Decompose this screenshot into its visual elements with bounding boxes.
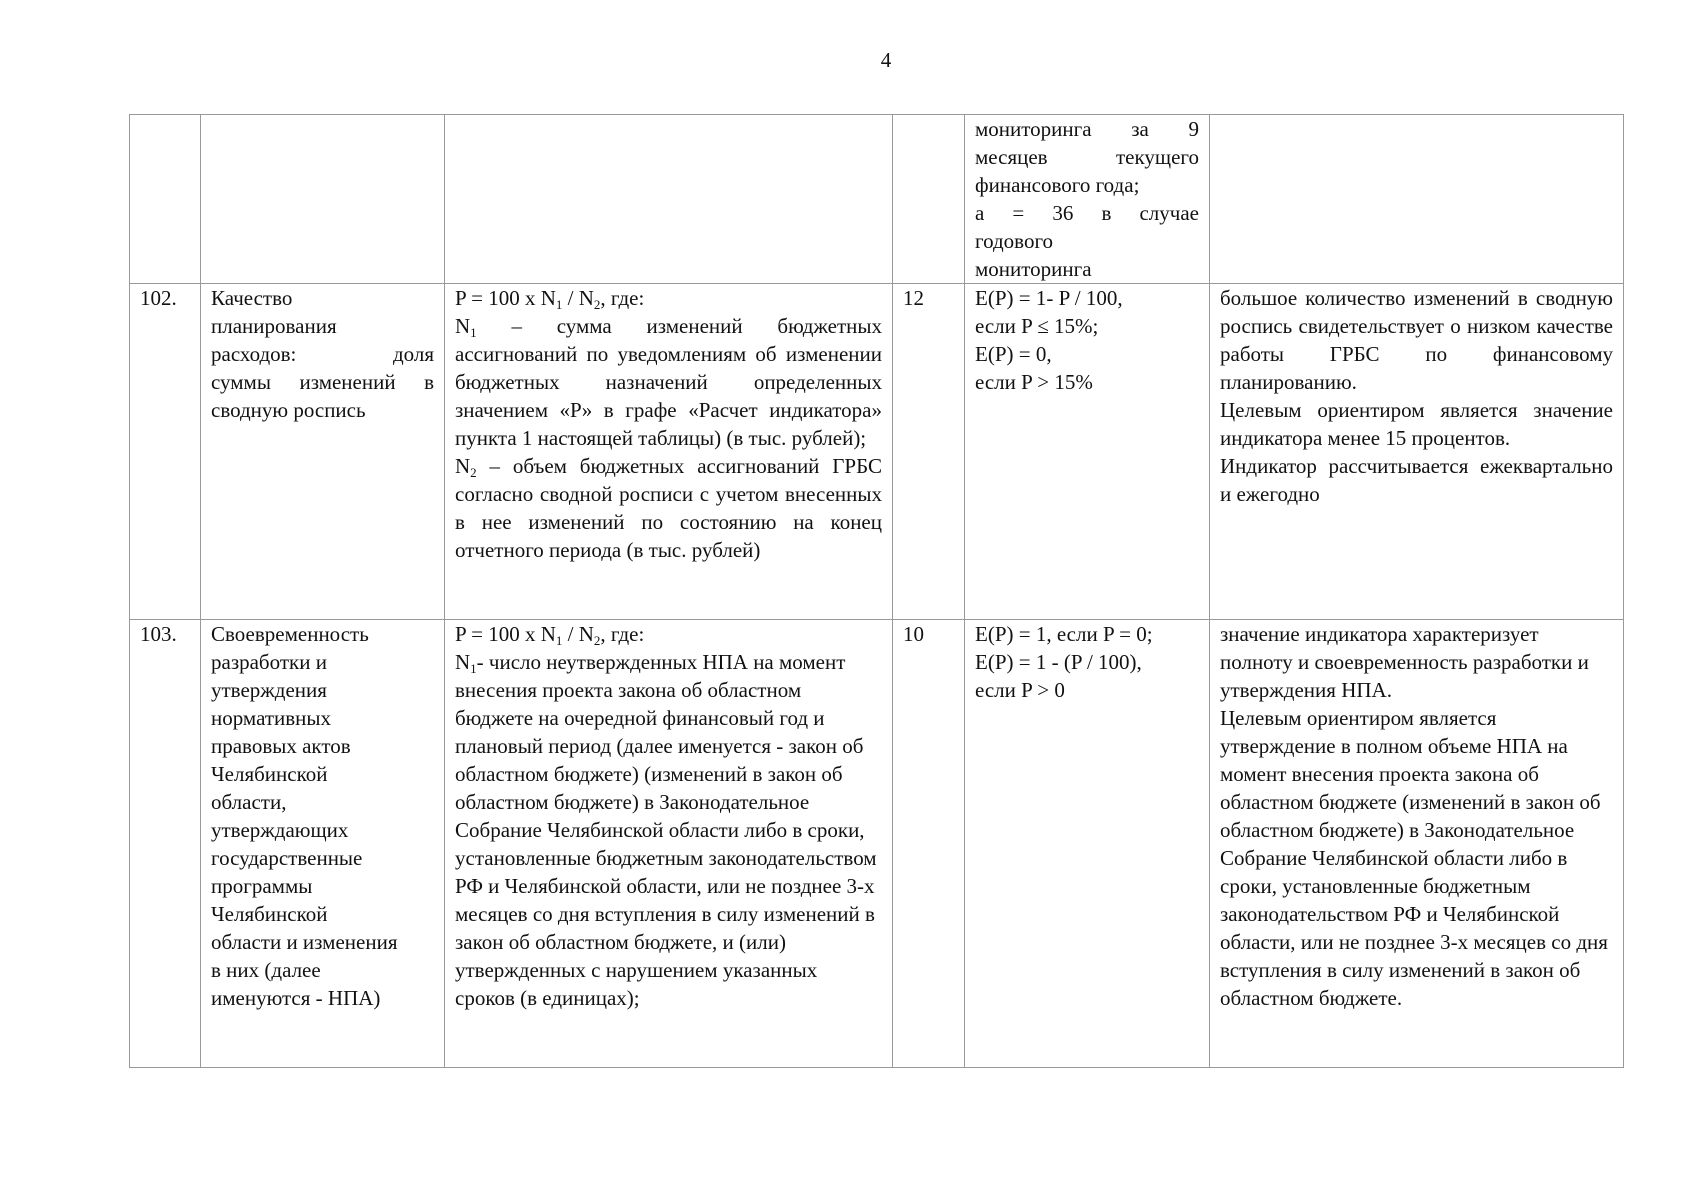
comment-paragraph: Индикатор рассчитывается ежеквартально и ежегодно: [1220, 454, 1613, 506]
name-line: области и изменения: [211, 930, 398, 954]
indicator-evaluation: [965, 284, 1210, 620]
indicator-evaluation: [965, 620, 1210, 1068]
formula-variable-n2: $N_2$ – объем бюджетных ассигнований ГРБС согласно сводной росписи с учетом внесенных в нее изменений по состоянию на конец отчетного периода (в тыс. рублей): [455, 454, 882, 562]
comment-paragraph: Целевым ориентиром является значение индикатора менее 15 процентов.: [1220, 398, 1613, 450]
indicator-name: [201, 620, 445, 1068]
formula-variable-n1: $N_1$ – сумма изменений бюджетных ассигнований по уведомлениям об изменении бюджетных назначений определенных значением «P» в графе «Расчет индикатора» пункта 1 настоящей таблицы) (в тыс. рублей);: [455, 314, 882, 450]
indicator-formula: [445, 284, 893, 620]
indicator-formula: [445, 620, 893, 1068]
name-line: Своевременность: [211, 622, 369, 646]
name-line: государственные: [211, 846, 363, 870]
name-line: утверждения: [211, 678, 327, 702]
comment-paragraph: значение индикатора характеризует полноту и своевременность разработки и утверждения НПА.: [1220, 622, 1589, 702]
table-row: [130, 284, 1624, 620]
comment-paragraph: Целевым ориентиром является утверждение в полном объеме НПА на момент внесения проекта закона об областном бюджете (изменений в закон об областном бюджете) в Законодательное Собрание Челябинской области либо в сроки, установленные бюджетным законодательством РФ и Челябинской области, или не позднее 3-х месяцев со дня вступления в силу изменений в закон об областном бюджете.: [1220, 706, 1608, 1010]
name-line: в них (далее: [211, 958, 321, 982]
indicator-comment: [1210, 284, 1624, 620]
table-row: [130, 115, 1624, 284]
formula-definition: P = 100 x $N_1 / N_2$, где:: [455, 622, 645, 648]
indicator-weight: 12: [893, 284, 965, 620]
name-line: суммы изменений в: [211, 370, 434, 394]
evaluation-line: мониторинга за 9: [975, 117, 1199, 141]
page-number: 4: [880, 48, 892, 72]
comment-paragraph: большое количество изменений в сводную роспись свидетельствует о низком качестве работы ГРБС по финансовому планированию.: [1220, 286, 1613, 394]
name-line: области,: [211, 790, 287, 814]
name-line: программы: [211, 874, 313, 898]
evaluation-line: E(P) = 1 - (P / 100),: [975, 650, 1142, 674]
row-number: [130, 115, 201, 284]
indicator-comment: [1210, 620, 1624, 1068]
row-number: 102.: [130, 284, 201, 620]
name-line: разработки и: [211, 650, 327, 674]
name-line: утверждающих: [211, 818, 349, 842]
name-line: расходов: доля: [211, 342, 434, 366]
evaluation-line: годового: [975, 229, 1054, 253]
indicators-table: [129, 114, 1624, 1068]
table-row: [130, 620, 1624, 1068]
evaluation-line: a = 36 в случае: [975, 201, 1199, 225]
row-number: 103.: [130, 620, 201, 1068]
evaluation-line: если P > 0: [975, 678, 1065, 702]
indicator-weight: [893, 115, 965, 284]
evaluation-line: E(P) = 1- P / 100,: [975, 286, 1123, 310]
name-line: Челябинской: [211, 902, 328, 926]
indicator-name: [201, 115, 445, 284]
evaluation-line: если P ≤ 15%;: [975, 314, 1099, 338]
evaluation-line: E(P) = 0,: [975, 342, 1052, 366]
name-line: планирования: [211, 314, 337, 338]
name-line: правовых актов: [211, 734, 351, 758]
formula-variable-n1: $N_1-$ число неутвержденных НПА на момент внесения проекта закона об областном бюджете на очередной финансовый год и плановый период (далее именуется - закон об областном бюджете) (изменений в закон об областном бюджете) в Законодательное Собрание Челябинской области либо в сроки, установленные бюджетным законодательством РФ и Челябинской области, или не позднее 3-х месяцев со дня вступления в силу изменений в закон об областном бюджете, и (или) утвержденных с нарушением указанных сроков (в единицах);: [455, 650, 877, 1010]
evaluation-line: E(P) = 1, если P = 0;: [975, 622, 1153, 646]
evaluation-line: финансового года;: [975, 173, 1140, 197]
name-line: сводную роспись: [211, 398, 366, 422]
name-line: именуются - НПА): [211, 986, 381, 1010]
evaluation-line: месяцев текущего: [975, 145, 1199, 169]
indicator-comment: [1210, 115, 1624, 284]
name-line: нормативных: [211, 706, 332, 730]
name-line: Челябинской: [211, 762, 328, 786]
indicator-weight: 10: [893, 620, 965, 1068]
indicator-formula: [445, 115, 893, 284]
evaluation-line: мониторинга: [975, 257, 1092, 281]
name-line: Качество: [211, 286, 293, 310]
formula-definition: P = 100 x $N_1 / N_2$, где:: [455, 286, 645, 312]
indicator-evaluation: [965, 115, 1210, 284]
evaluation-line: если P > 15%: [975, 370, 1093, 394]
indicator-name: [201, 284, 445, 620]
